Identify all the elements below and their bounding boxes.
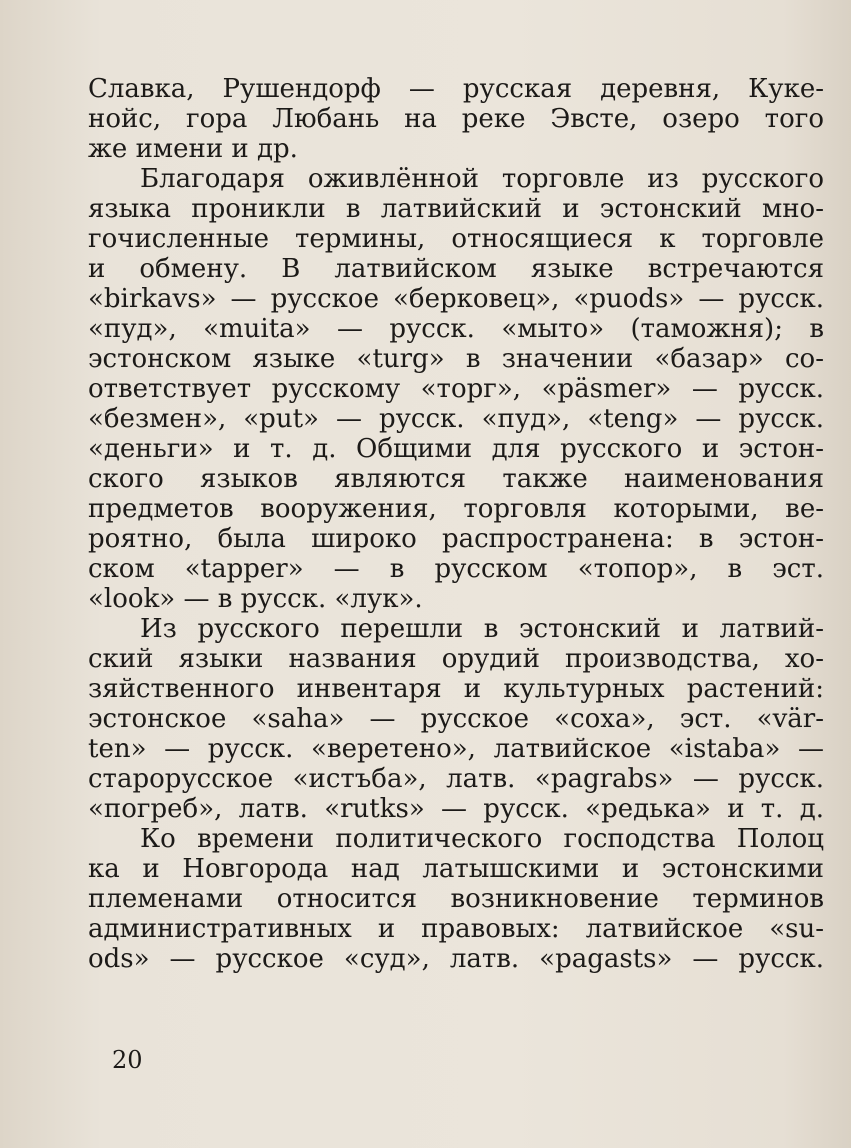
- body-text: [88, 74, 824, 974]
- text-line: нойс, гора Любань на реке Эвсте, озеро того: [88, 104, 824, 134]
- text-line: «погреб», латв. «rutks» — русск. «редька» и т. д.: [88, 794, 824, 824]
- paragraph-first-line: Из русского перешли в эстонский и латвий-: [140, 614, 824, 644]
- text-line: ский языки названия орудий производства, хо-: [88, 644, 824, 674]
- text-line: эстонское «saha» — русское «соха», эст. «vär-: [88, 704, 824, 734]
- text-line: языка проникли в латвийский и эстонский мно-: [88, 194, 824, 224]
- text-line: зяйственного инвентаря и культурных растений:: [88, 674, 824, 704]
- text-line: «безмен», «put» — русск. «пуд», «teng» — русск.: [88, 404, 824, 434]
- paragraph-first-line: Ко времени политического господства Полоц: [140, 824, 824, 854]
- text-line: гочисленные термины, относящиеся к торговле: [88, 224, 824, 254]
- text-line: административных и правовых: латвийское «su-: [88, 914, 824, 944]
- text-line: «birkavs» — русское «берковец», «puods» — русск.: [88, 284, 824, 314]
- text-line: и обмену. В латвийском языке встречаются: [88, 254, 824, 284]
- page-number: 20: [112, 1046, 143, 1074]
- text-line: ответствует русскому «торг», «päsmer» — русск.: [88, 374, 824, 404]
- text-line: ского языков являются также наименования: [88, 464, 824, 494]
- text-line: «look» — в русск. «лук».: [88, 584, 423, 614]
- text-line: «пуд», «muita» — русск. «мыто» (таможня); в: [88, 314, 824, 344]
- paragraph-first-line: Благодаря оживлённой торговле из русского: [140, 164, 824, 194]
- text-line: эстонском языке «turg» в значении «базар» со-: [88, 344, 824, 374]
- text-line: предметов вооружения, торговля которыми, ве-: [88, 494, 824, 524]
- text-line: ка и Новгорода над латышскими и эстонскими: [88, 854, 824, 884]
- text-line: ten» — русск. «веретено», латвийское «istaba» —: [88, 734, 824, 764]
- text-line: роятно, была широко распространена: в эстон-: [88, 524, 824, 554]
- text-line: же имени и др.: [88, 134, 298, 164]
- text-line: племенами относится возникновение терминов: [88, 884, 824, 914]
- text-line: Славка, Рушендорф — русская деревня, Куке-: [88, 74, 824, 104]
- text-line: «деньги» и т. д. Общими для русского и эстон-: [88, 434, 824, 464]
- text-line: старорусское «истъба», латв. «pagrabs» — русск.: [88, 764, 824, 794]
- text-line: ods» — русское «суд», латв. «pagasts» — русск.: [88, 944, 824, 974]
- text-line: ском «tapper» — в русском «топор», в эст.: [88, 554, 824, 584]
